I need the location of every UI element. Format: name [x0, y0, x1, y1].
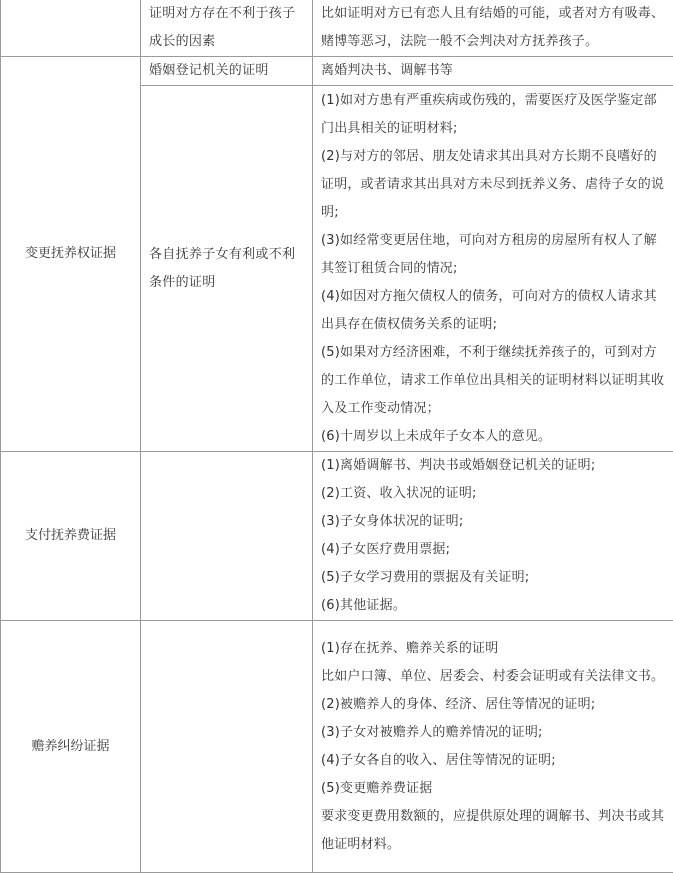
table-row — [1, 57, 673, 86]
list-item: (4)如因对方拖欠债权人的债务，可向对方的债权人请求其出具存在债权债务关系的证明; — [321, 288, 657, 332]
list-item: (3)如经常变更居住地，可向对方租房的房屋所有权人了解其签订租赁合同的情况; — [321, 232, 657, 276]
table-row — [1, 0, 673, 57]
list-item: (6)其他证据。 — [321, 598, 407, 613]
list-item: (1)如对方患有严重疾病或伤残的，需要医疗及医学鉴定部门出具相关的证明材料; — [321, 92, 657, 136]
list-item: (1)存在抚养、赡养关系的证明 — [321, 640, 499, 656]
evidence-type-cell — [141, 452, 313, 621]
list-item: 要求变更费用数额的，应提供原处理的调解书、判决书或其他证明材料。 — [321, 808, 665, 852]
evidence-detail-cell — [313, 621, 673, 873]
table-row — [1, 621, 673, 873]
category-cell: 支付抚养费证据 — [1, 452, 141, 621]
evidence-detail-cell — [313, 452, 673, 621]
evidence-type-cell: 婚姻登记机关的证明 — [141, 57, 313, 86]
list-item: (2)工资、收入状况的证明; — [321, 486, 477, 501]
list-item: (6)十周岁以上未成年子女本人的意见。 — [321, 428, 552, 444]
list-item: (3)子女对被赡养人的赡养情况的证明; — [321, 724, 543, 740]
evidence-detail-cell: 比如证明对方已有恋人且有结婚的可能，或者对方有吸毒、赌博等恶习，法院一般不会判决对方抚养孩子。 — [313, 0, 673, 57]
table-row — [1, 452, 673, 621]
category-cell: 变更抚养权证据 — [1, 57, 141, 452]
list-item: (2)被赡养人的身体、经济、居住等情况的证明; — [321, 696, 596, 712]
list-item: (5)如果对方经济困难，不利于继续抚养孩子的，可到对方的工作单位，请求工作单位出具相关的证明材料以证明其收入及工作变动情况； — [321, 344, 665, 416]
list-item: (4)子女各自的收入、居住等情况的证明; — [321, 752, 556, 768]
category-cell — [1, 0, 141, 57]
list-item: (5)子女学习费用的票据及有关证明; — [321, 570, 530, 585]
list-item: (1)离婚调解书、判决书或婚姻登记机关的证明; — [321, 458, 596, 473]
evidence-type-cell: 各自抚养子女有利或不利条件的证明 — [141, 86, 313, 452]
list-item: (2)与对方的邻居、朋友处请求其出具对方长期不良嗜好的证明，或者请求其出具对方未尽到抚养义务、虐待子女的说明; — [321, 148, 665, 220]
list-item: 比如户口簿、单位、居委会、村委会证明或有关法律文书。 — [321, 668, 665, 684]
evidence-type-cell: 证明对方存在不利于孩子成长的因素 — [141, 0, 313, 57]
evidence-detail-cell — [313, 86, 673, 452]
list-item: (4)子女医疗费用票据; — [321, 542, 451, 557]
evidence-type-cell — [141, 621, 313, 873]
list-item: (3)子女身体状况的证明; — [321, 514, 464, 529]
category-cell: 赡养纠纷证据 — [1, 621, 141, 873]
list-item: (5)变更赡养费证据 — [321, 780, 433, 796]
evidence-detail-cell: 离婚判决书、调解书等 — [313, 57, 673, 86]
